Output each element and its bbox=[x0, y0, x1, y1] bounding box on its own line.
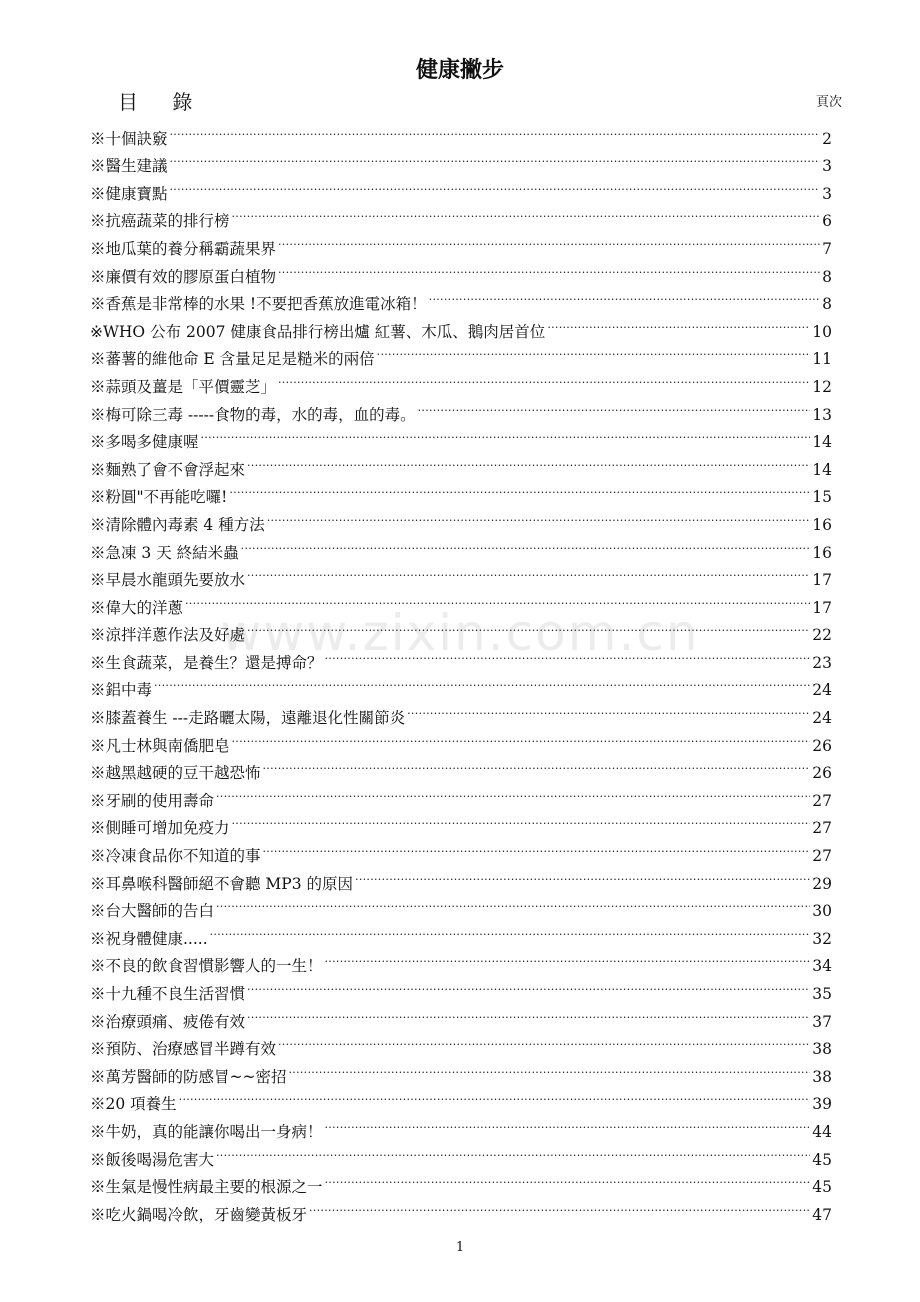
toc-entry-title: ※麵熟了會不會浮起來 bbox=[90, 460, 246, 479]
toc-entry-page: 44 bbox=[812, 1122, 832, 1141]
toc-entry-page: 3 bbox=[822, 157, 832, 176]
page-column-label: 頁次 bbox=[815, 95, 842, 110]
toc-entry-title: ※地瓜葉的養分稱霸蔬果界 bbox=[90, 239, 277, 258]
dot-leader bbox=[185, 585, 810, 613]
dot-leader bbox=[216, 889, 810, 917]
toc-entry-title: ※膝蓋養生 ---走路曬太陽，遠離退化性關節炎 bbox=[90, 709, 406, 728]
toc-entry-title: ※梅可除三毒 -----食物的毒，水的毒，血的毒。 bbox=[90, 405, 416, 424]
toc-entry[interactable] bbox=[90, 420, 832, 452]
toc-entry-title: ※醫生建議 bbox=[90, 157, 168, 176]
dot-leader bbox=[170, 171, 821, 199]
dot-leader bbox=[247, 971, 810, 999]
dot-leader bbox=[170, 144, 821, 172]
toc-entry-page: 22 bbox=[812, 626, 832, 645]
dot-leader bbox=[278, 254, 820, 282]
toc-entry-page: 32 bbox=[812, 929, 832, 948]
toc-entry-page: 3 bbox=[822, 184, 832, 203]
toc-entry-page: 10 bbox=[812, 322, 832, 341]
dot-leader bbox=[278, 364, 810, 392]
toc-entry-page: 8 bbox=[822, 267, 832, 286]
toc-entry-page: 11 bbox=[812, 350, 832, 369]
toc-entry-title: ※十九種不良生活習慣 bbox=[90, 985, 246, 1003]
dot-leader bbox=[216, 1137, 810, 1165]
dot-leader bbox=[241, 530, 811, 558]
toc-entry-page: 24 bbox=[812, 709, 832, 728]
toc-entry-title: ※治療頭痛、疲倦有效 bbox=[90, 1012, 246, 1031]
toc-entry-title: ※越黑越硬的豆干越恐怖 bbox=[90, 764, 261, 783]
toc-entry-page: 45 bbox=[812, 1178, 832, 1197]
toc-entry-title: ※健康寶點 bbox=[90, 184, 168, 203]
dot-leader bbox=[179, 1082, 811, 1110]
toc-entry-page: 26 bbox=[812, 736, 832, 755]
toc-entry-page: 16 bbox=[812, 543, 832, 562]
toc-entry-page: 7 bbox=[822, 239, 832, 258]
dot-leader bbox=[288, 1054, 810, 1082]
page-title: 健康撇步 bbox=[415, 58, 504, 83]
toc-entry-page: 27 bbox=[812, 791, 832, 810]
dot-leader bbox=[247, 558, 810, 586]
toc-entry-page: 15 bbox=[812, 488, 832, 507]
toc-entry[interactable] bbox=[90, 116, 832, 148]
dot-leader bbox=[170, 116, 821, 144]
dot-leader bbox=[154, 668, 810, 696]
toc-entry[interactable] bbox=[90, 668, 832, 700]
toc-entry-page: 35 bbox=[812, 985, 832, 1003]
toc-entry-title: ※生氣是慢性病最主要的根源之一 bbox=[90, 1178, 323, 1197]
toc-entry-title: ※牛奶，真的能讓你喝出一身病！ bbox=[90, 1122, 323, 1141]
toc-entry-title: ※預防、治療感冒半蹲有效 bbox=[90, 1040, 277, 1059]
toc-entry-page: 14 bbox=[812, 460, 832, 479]
toc-entry-title: ※蒜頭及薑是「平價靈芝」 bbox=[90, 377, 277, 396]
toc-entry-title: ※香蕉是非常棒的水果 !不要把香蕉放進電冰箱！ bbox=[90, 295, 427, 314]
dot-leader bbox=[309, 1192, 810, 1220]
toc-entry-title: ※早晨水龍頭先要放水 bbox=[90, 571, 246, 590]
dot-leader bbox=[210, 916, 811, 944]
dot-leader bbox=[278, 1027, 810, 1055]
toc-entry-title: ※涼拌洋蔥作法及好處 bbox=[90, 626, 246, 645]
dot-leader bbox=[232, 723, 811, 751]
toc-entry-title: ※冷凍食品你不知道的事 bbox=[90, 847, 261, 866]
dot-leader bbox=[247, 613, 810, 641]
toc-entry-page: 39 bbox=[812, 1095, 832, 1114]
toc-entry-page: 24 bbox=[812, 681, 832, 700]
dot-leader bbox=[355, 861, 810, 889]
toc-entry-title: ※清除體內毒素 4 種方法 bbox=[90, 515, 265, 534]
dot-leader bbox=[325, 640, 811, 668]
dot-leader bbox=[263, 833, 811, 861]
dot-leader bbox=[547, 309, 810, 337]
toc-entry[interactable] bbox=[90, 447, 832, 479]
toc-entry-page: 29 bbox=[812, 874, 832, 893]
toc-entry-page: 27 bbox=[812, 819, 832, 838]
dot-leader bbox=[377, 337, 811, 365]
toc-entry[interactable] bbox=[90, 144, 832, 176]
toc-entry[interactable] bbox=[90, 695, 832, 728]
toc-entry-title: ※不良的飲食習慣影響人的一生！ bbox=[90, 957, 323, 976]
dot-leader bbox=[232, 199, 821, 227]
toc-entry-page: 30 bbox=[812, 902, 832, 921]
toc-entry-page: 47 bbox=[812, 1205, 832, 1224]
toc-entry[interactable] bbox=[90, 199, 832, 231]
toc-entry-title: ※急凍 3 天 終結米蟲 bbox=[90, 543, 239, 562]
toc-entry-page: 26 bbox=[812, 764, 832, 783]
dot-leader bbox=[267, 502, 811, 530]
dot-leader bbox=[325, 1109, 811, 1137]
toc-entry-title: ※20 項養生 bbox=[90, 1095, 177, 1114]
toc-entry-title: ※牙刷的使用壽命 bbox=[90, 791, 215, 810]
toc-entry-title: ※偉大的洋蔥 bbox=[90, 598, 184, 617]
dot-leader bbox=[278, 226, 820, 254]
dot-leader bbox=[229, 475, 810, 503]
dot-leader bbox=[429, 282, 820, 310]
toc-entry-title: ※凡士林與南僑肥皂 bbox=[90, 736, 230, 755]
toc-entry-title: ※台大醫師的告白 bbox=[90, 902, 215, 921]
toc-entry-page: 12 bbox=[812, 377, 832, 396]
toc-entry-page: 8 bbox=[822, 295, 832, 314]
toc-entry-page: 27 bbox=[812, 847, 832, 866]
toc-entry[interactable] bbox=[90, 171, 832, 203]
dot-leader bbox=[325, 1165, 811, 1193]
toc-entry-title: ※鋁中毒 bbox=[90, 681, 153, 700]
dot-leader bbox=[247, 447, 810, 475]
toc-entry-title: ※廉價有效的膠原蛋白植物 bbox=[90, 267, 277, 286]
toc-heading: 目 錄 bbox=[118, 90, 207, 114]
dot-leader bbox=[201, 420, 811, 448]
toc-entry-page: 34 bbox=[812, 957, 832, 976]
toc-entry-page: 17 bbox=[812, 598, 832, 617]
toc-entry-page: 45 bbox=[812, 1150, 832, 1169]
toc-entry-title: ※側睡可增加免疫力 bbox=[90, 819, 230, 838]
toc-entry-title: ※粉圓"不再能吃囉! bbox=[90, 488, 228, 507]
toc-entry-page: 2 bbox=[822, 129, 832, 148]
dot-leader bbox=[247, 999, 810, 1027]
dot-leader bbox=[232, 806, 811, 834]
toc-entry[interactable] bbox=[90, 1109, 832, 1141]
dot-leader bbox=[263, 751, 811, 779]
toc-entry-title: ※耳鼻喉科醫師絕不會聽 MP3 的原因 bbox=[90, 874, 354, 893]
toc-entry-page: 16 bbox=[812, 515, 832, 534]
toc-entry-title: ※蕃薯的維他命 E 含量足足是糙米的兩倍 bbox=[90, 350, 375, 369]
toc-entry-page: 23 bbox=[812, 653, 832, 672]
toc-entry-page: 13 bbox=[812, 405, 832, 424]
toc-entry-page: 14 bbox=[812, 433, 832, 452]
watermark: www.zixin.com.cn bbox=[220, 604, 700, 662]
toc-entry-title: ※萬芳醫師的防感冒~~密招 bbox=[90, 1067, 287, 1086]
dot-leader bbox=[418, 392, 811, 420]
toc-entry-title: ※多喝多健康喔 bbox=[90, 433, 199, 452]
toc-entry[interactable] bbox=[90, 1082, 832, 1114]
dot-leader bbox=[216, 778, 810, 806]
toc-entry[interactable] bbox=[90, 585, 832, 617]
page-number: 1 bbox=[455, 1240, 465, 1255]
toc-list bbox=[90, 116, 832, 1224]
toc-entry-title: ※抗癌蔬菜的排行榜 bbox=[90, 212, 230, 231]
toc-entry-title: ※飯後喝湯危害大 bbox=[90, 1150, 215, 1169]
toc-entry-page: 38 bbox=[812, 1067, 832, 1086]
toc-entry-page: 37 bbox=[812, 1012, 832, 1031]
toc-entry-title: ※十個訣竅 bbox=[90, 129, 168, 148]
toc-entry-page: 17 bbox=[812, 571, 832, 590]
toc-entry-title: ※祝身體健康..... bbox=[90, 929, 208, 948]
toc-entry-title: ※吃火鍋喝冷飲，牙齒變黃板牙 bbox=[90, 1205, 308, 1224]
toc-entry-page: 38 bbox=[812, 1040, 832, 1059]
toc-entry-title: ※WHO 公布 2007 健康食品排行榜出爐 紅薯、木瓜、鵝肉居首位 bbox=[90, 322, 546, 341]
dot-leader bbox=[407, 695, 810, 723]
toc-entry-page: 6 bbox=[822, 212, 832, 231]
toc-entry-title: ※生食蔬菜，是養生？還是搏命？ bbox=[90, 653, 323, 672]
dot-leader bbox=[325, 944, 811, 972]
